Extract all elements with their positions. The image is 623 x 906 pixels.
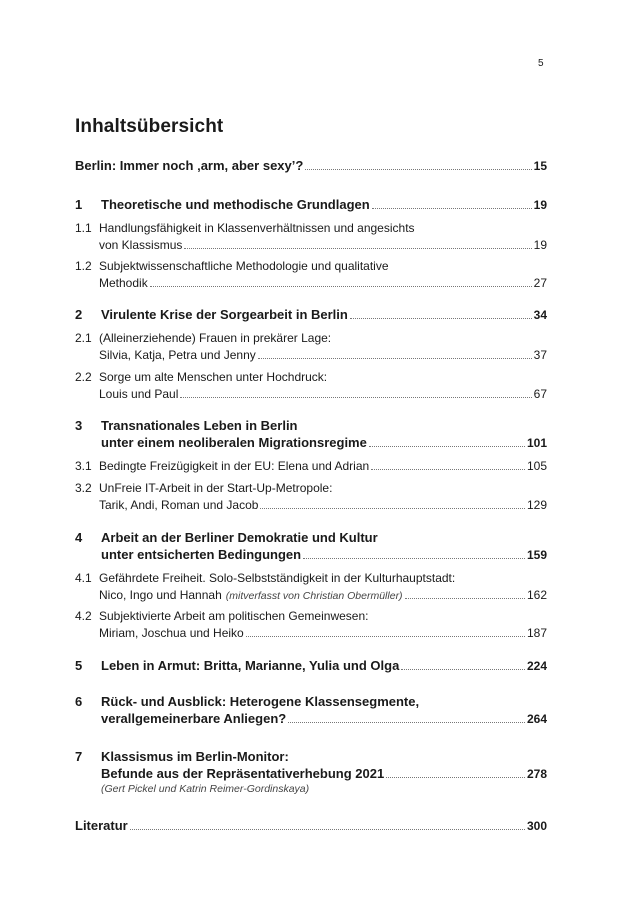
dot-leader bbox=[371, 469, 525, 470]
dot-leader bbox=[180, 397, 531, 398]
chapter-number: 7 bbox=[75, 749, 83, 764]
toc-chapter-2[interactable] bbox=[75, 307, 547, 324]
toc-page-number: 15 bbox=[533, 159, 547, 173]
chapter-number: 5 bbox=[75, 658, 83, 673]
toc-entry-text: Literatur bbox=[75, 818, 128, 833]
dot-leader bbox=[288, 722, 525, 723]
toc-page-number: 105 bbox=[526, 459, 547, 473]
section-number: 4.1 bbox=[75, 571, 92, 585]
author-note: (Gert Pickel und Katrin Reimer-Gordinskaya) bbox=[101, 783, 310, 795]
section-number: 4.2 bbox=[75, 609, 92, 623]
dot-leader bbox=[150, 286, 532, 287]
dot-leader bbox=[303, 558, 525, 559]
chapter-title-line2: unter einem neoliberalen Migrationsregime bbox=[101, 435, 367, 450]
toc-page-number: 27 bbox=[533, 276, 547, 290]
toc-entry-text: Berlin: Immer noch ‚arm, aber sexy’? bbox=[75, 158, 304, 173]
toc-page-number: 224 bbox=[526, 659, 547, 673]
chapter-title: Theoretische und methodische Grundlagen bbox=[101, 197, 370, 212]
chapter-title: Leben in Armut: Britta, Marianne, Yulia und Olga bbox=[101, 658, 400, 673]
toc-chapter-3[interactable] bbox=[75, 418, 547, 452]
toc-page-number: 129 bbox=[526, 498, 547, 512]
dot-leader bbox=[405, 598, 525, 599]
toc-section-1-1[interactable] bbox=[75, 221, 547, 255]
toc-section-2-2[interactable] bbox=[75, 370, 547, 404]
toc-section-1-2[interactable] bbox=[75, 259, 547, 293]
section-number: 2.1 bbox=[75, 331, 92, 345]
toc-chapter-5[interactable] bbox=[75, 658, 547, 675]
section-title-line1: UnFreie IT-Arbeit in der Start-Up-Metropole: bbox=[99, 481, 333, 495]
section-title-line1: Gefährdete Freiheit. Solo-Selbstständigkeit in der Kulturhauptstadt: bbox=[99, 571, 456, 585]
toc-page-number: 162 bbox=[526, 588, 547, 602]
toc-section-3-2[interactable] bbox=[75, 481, 547, 515]
toc-page-number: 278 bbox=[526, 767, 547, 781]
page-title: Inhaltsübersicht bbox=[75, 116, 224, 137]
dot-leader bbox=[305, 169, 531, 170]
section-number: 1.2 bbox=[75, 259, 92, 273]
toc-chapter-7[interactable] bbox=[75, 749, 547, 800]
section-title-line1: Subjektivierte Arbeit am politischen Gemeinwesen: bbox=[99, 609, 369, 623]
toc-page-number: 19 bbox=[533, 198, 547, 212]
chapter-number: 2 bbox=[75, 307, 83, 322]
toc-section-4-2[interactable] bbox=[75, 609, 547, 643]
toc-page-number: 37 bbox=[533, 348, 547, 362]
chapter-title-line2: Befunde aus der Repräsentativerhebung 2021 bbox=[101, 766, 385, 781]
section-title: Bedingte Freizügigkeit in der EU: Elena und Adrian bbox=[99, 459, 370, 473]
section-title-line2: von Klassismus bbox=[99, 238, 183, 252]
section-number: 1.1 bbox=[75, 221, 92, 235]
toc-page-number: 34 bbox=[533, 308, 547, 322]
chapter-title-line1: Transnationales Leben in Berlin bbox=[101, 418, 298, 433]
chapter-number: 1 bbox=[75, 197, 83, 212]
toc-page-number: 264 bbox=[526, 712, 547, 726]
chapter-title-line1: Klassismus im Berlin-Monitor: bbox=[101, 749, 289, 764]
dot-leader bbox=[258, 358, 532, 359]
toc-page-number: 101 bbox=[526, 436, 547, 450]
page-number: 5 bbox=[538, 58, 544, 69]
author-note: (mitverfasst von Christian Obermüller) bbox=[225, 590, 403, 602]
toc-entry-intro[interactable] bbox=[75, 158, 547, 175]
dot-leader bbox=[184, 248, 531, 249]
chapter-number: 4 bbox=[75, 530, 83, 545]
dot-leader bbox=[246, 636, 525, 637]
section-number: 2.2 bbox=[75, 370, 92, 384]
section-title-line2: Louis und Paul bbox=[99, 387, 179, 401]
section-title-line2: Silvia, Katja, Petra und Jenny bbox=[99, 348, 256, 362]
chapter-title-line1: Rück- und Ausblick: Heterogene Klassensegmente, bbox=[101, 694, 420, 709]
dot-leader bbox=[260, 508, 525, 509]
toc-entry-literatur[interactable] bbox=[75, 818, 547, 835]
section-title-line1: (Alleinerziehende) Frauen in prekärer Lage: bbox=[99, 331, 332, 345]
toc-chapter-1[interactable] bbox=[75, 197, 547, 214]
toc-section-3-1[interactable] bbox=[75, 459, 547, 476]
toc-page-number: 19 bbox=[533, 238, 547, 252]
dot-leader bbox=[350, 318, 532, 319]
dot-leader bbox=[369, 446, 525, 447]
toc-chapter-4[interactable] bbox=[75, 530, 547, 564]
toc-section-2-1[interactable] bbox=[75, 331, 547, 365]
section-number: 3.1 bbox=[75, 459, 92, 473]
toc-page-number: 67 bbox=[533, 387, 547, 401]
chapter-number: 6 bbox=[75, 694, 83, 709]
section-title-line2: Tarik, Andi, Roman und Jacob bbox=[99, 498, 259, 512]
toc-page-number: 159 bbox=[526, 548, 547, 562]
section-title-line1: Subjektwissenschaftliche Methodologie und qualitative bbox=[99, 259, 389, 273]
toc-section-4-1[interactable] bbox=[75, 571, 547, 605]
dot-leader bbox=[372, 208, 532, 209]
section-title-line2: Nico, Ingo und Hannah bbox=[99, 588, 222, 602]
section-title-line2: Methodik bbox=[99, 276, 148, 290]
dot-leader bbox=[386, 777, 525, 778]
section-title-line1: Handlungsfähigkeit in Klassenverhältnissen und angesichts bbox=[99, 221, 415, 235]
section-title-line2: Miriam, Joschua und Heiko bbox=[99, 626, 244, 640]
section-title-line1: Sorge um alte Menschen unter Hochdruck: bbox=[99, 370, 328, 384]
chapter-title-line1: Arbeit an der Berliner Demokratie und Kultur bbox=[101, 530, 378, 545]
chapter-number: 3 bbox=[75, 418, 83, 433]
dot-leader bbox=[130, 829, 525, 830]
chapter-title-line2: unter entsicherten Bedingungen bbox=[101, 547, 302, 562]
toc-page-number: 187 bbox=[526, 626, 547, 640]
chapter-title: Virulente Krise der Sorgearbeit in Berlin bbox=[101, 307, 348, 322]
chapter-title-line2: verallgemeinerbare Anliegen? bbox=[101, 711, 287, 726]
section-number: 3.2 bbox=[75, 481, 92, 495]
toc-chapter-6[interactable] bbox=[75, 694, 547, 728]
toc-page-number: 300 bbox=[526, 819, 547, 833]
dot-leader bbox=[401, 669, 525, 670]
